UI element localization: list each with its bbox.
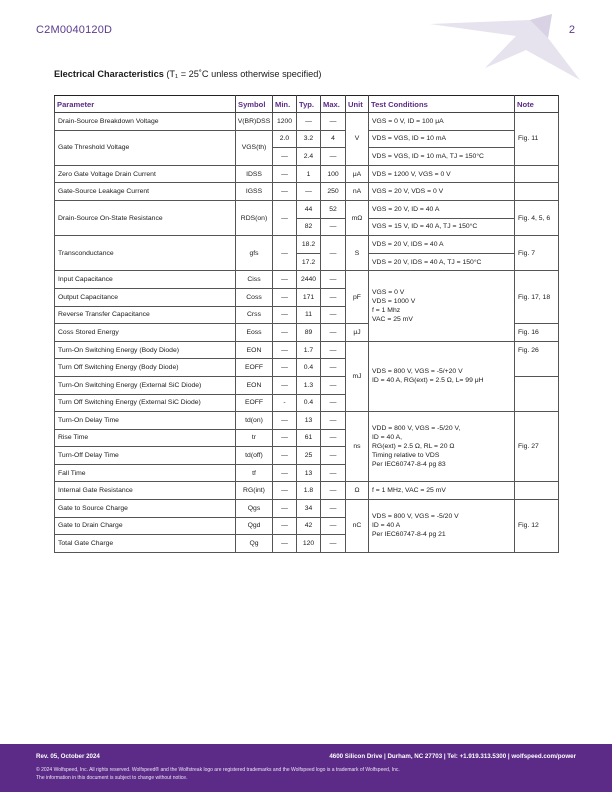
cell-max: — [321,324,346,342]
table-row [55,183,559,201]
table-row [55,341,559,359]
table-row [55,130,559,148]
header-typ: Typ. [297,96,321,113]
cell-min: — [273,464,297,482]
cell-typ: 2440 [297,271,321,289]
cell-max: — [321,113,346,131]
cell-unit: mΩ [346,200,369,235]
cell-max: 4 [321,130,346,148]
cell-max: — [321,535,346,553]
cell-typ: 44 [297,200,321,218]
cell-typ: 13 [297,412,321,430]
table-row [55,236,559,254]
cell-note [515,165,559,183]
cell-parameter: Turn Off Switching Energy (Body Diode) [55,359,236,377]
cell-max: — [321,306,346,324]
cell-max: — [321,359,346,377]
cell-parameter: Turn-On Switching Energy (Body Diode) [55,341,236,359]
cell-parameter: Turn-On Switching Energy (External SiC Diode) [55,376,236,394]
cell-conditions: VGS = 20 V, ID = 40 A [369,200,515,218]
cell-conditions [369,341,515,411]
cell-symbol: EOFF [236,359,273,377]
cell-symbol: V(BR)DSS [236,113,273,131]
cell-symbol: VGS(th) [236,130,273,165]
page-footer [0,744,612,792]
cell-conditions: f = 1 MHz, VAC = 25 mV [369,482,515,500]
cell-typ: 11 [297,306,321,324]
cell-max: — [321,412,346,430]
cell-max: 100 [321,165,346,183]
cell-parameter: Coss Stored Energy [55,324,236,342]
condition-line: VAC = 25 mV [372,316,413,324]
header-min: Min. [273,96,297,113]
cell-note: Fig. 16 [515,324,559,342]
wolfstreak-logo-icon [430,14,580,80]
cell-parameter: Fall Time [55,464,236,482]
cell-symbol: EON [236,376,273,394]
cell-conditions [369,271,515,341]
cell-max: — [321,218,346,236]
section-condition: (T₁ = 25˚C unless otherwise specified) [166,69,322,79]
cell-parameter: Turn Off Switching Energy (External SiC Diode) [55,394,236,412]
footer-address: 4600 Silicon Drive | Durham, NC 27703 | Tel: +1.919.313.5300 | wolfspeed.com/power [329,753,576,760]
cell-conditions: VGS = 15 V, ID = 40 A, TJ = 150°C [369,218,515,236]
table-row [55,482,559,500]
cell-max: — [321,447,346,465]
cell-min: 2.0 [273,130,297,148]
cell-typ: 171 [297,288,321,306]
cell-parameter: Drain-Source On-State Resistance [55,200,236,235]
cell-min: — [273,412,297,430]
cell-unit: mJ [346,341,369,411]
page-number: 2 [568,24,575,36]
condition-line: VDS = 1000 V [372,298,416,306]
cell-typ: 0.4 [297,394,321,412]
cell-note: Fig. 17, 18 [515,271,559,324]
cell-typ: 120 [297,535,321,553]
cell-max: — [321,517,346,535]
cell-typ: 18.2 [297,236,321,254]
cell-note [515,482,559,500]
cell-min: — [273,306,297,324]
cell-typ: 82 [297,218,321,236]
cell-parameter: Gate Threshold Voltage [55,130,236,165]
cell-symbol: Eoss [236,324,273,342]
cell-max: 52 [321,200,346,218]
cell-symbol: RDS(on) [236,200,273,235]
cell-min: 1200 [273,113,297,131]
cell-min: — [273,148,297,166]
cell-unit: ns [346,412,369,482]
cell-parameter: Total Gate Charge [55,535,236,553]
cell-symbol: IGSS [236,183,273,201]
cell-symbol: Crss [236,306,273,324]
cell-unit: Ω [346,482,369,500]
header-note: Note [515,96,559,113]
cell-conditions: VDS = VGS, ID = 10 mA, TJ = 150°C [369,148,515,166]
electrical-characteristics-table [54,95,559,553]
cell-parameter: Transconductance [55,236,236,271]
header-max: Max. [321,96,346,113]
cell-parameter: Internal Gate Resistance [55,482,236,500]
cell-typ: 1.7 [297,341,321,359]
cell-unit: μA [346,165,369,183]
cell-conditions [369,412,515,482]
cell-max: — [321,148,346,166]
cell-max: 250 [321,183,346,201]
cell-min: — [273,447,297,465]
footer-legal-line: © 2024 Wolfspeed, Inc. All rights reserved. Wolfspeed® and the Wolfstreak logo are registered trademarks and the Wolfspeed logo is a trademark of Wolfspeed, Inc. [36,767,400,773]
cell-unit: V [346,113,369,166]
cell-min: — [273,429,297,447]
part-number: C2M0040120D [36,24,113,36]
cell-unit: pF [346,271,369,324]
cell-note: Fig. 11 [515,113,559,166]
cell-max: — [321,394,346,412]
cell-typ: 1.3 [297,376,321,394]
table-header-row [55,96,559,113]
cell-conditions: VGS = 0 V, ID = 100 μA [369,113,515,131]
cell-min: — [273,236,297,271]
footer-legal [36,766,400,782]
cell-conditions: VDS = 20 V, IDS = 40 A [369,236,515,254]
cell-max: — [321,271,346,289]
cell-max: — [321,341,346,359]
cell-min: — [273,324,297,342]
cell-max: — [321,376,346,394]
cell-typ: 0.4 [297,359,321,377]
table-row [55,271,559,289]
table-row [55,412,559,430]
condition-line: VGS = 0 V [372,289,405,297]
cell-max: — [321,482,346,500]
table-row [55,165,559,183]
cell-parameter: Output Capacitance [55,288,236,306]
condition-line: ID = 40 A [372,522,401,530]
cell-unit: μJ [346,324,369,342]
table-row [55,500,559,518]
cell-symbol: Ciss [236,271,273,289]
condition-line: Per IEC60747-8-4 pg 83 [372,461,446,469]
cell-note: Fig. 27 [515,412,559,482]
cell-min: — [273,165,297,183]
cell-note [515,183,559,201]
condition-line: ID = 40 A, RG(ext) = 2.5 Ω, L= 99 μH [372,377,484,385]
cell-symbol: Qgd [236,517,273,535]
cell-parameter: Reverse Transfer Capacitance [55,306,236,324]
cell-unit: nA [346,183,369,201]
cell-min: — [273,183,297,201]
cell-typ: 34 [297,500,321,518]
header-parameter: Parameter [55,96,236,113]
cell-max: — [321,464,346,482]
cell-max: — [321,236,346,271]
cell-min: — [273,517,297,535]
cell-parameter: Gate-Source Leakage Current [55,183,236,201]
cell-min: — [273,341,297,359]
cell-symbol: IDSS [236,165,273,183]
cell-min: — [273,359,297,377]
cell-max: — [321,288,346,306]
cell-max: — [321,429,346,447]
cell-min: — [273,482,297,500]
footer-revision: Rev. 05, October 2024 [36,753,100,760]
cell-typ: 17.2 [297,253,321,271]
cell-symbol: EOFF [236,394,273,412]
cell-typ: 1.8 [297,482,321,500]
cell-parameter: Input Capacitance [55,271,236,289]
cell-symbol: RG(int) [236,482,273,500]
cell-typ: 1 [297,165,321,183]
cell-note: Fig. 26 [515,341,559,376]
cell-parameter: Zero Gate Voltage Drain Current [55,165,236,183]
cell-min: - [273,394,297,412]
condition-line: VDS = 800 V, VGS = -5/+20 V [372,368,463,376]
cell-parameter: Turn-On Delay Time [55,412,236,430]
condition-line: f = 1 Mhz [372,307,401,315]
cell-parameter: Gate to Source Charge [55,500,236,518]
section-title [54,69,321,79]
condition-line: RG(ext) = 2.5 Ω, RL = 20 Ω [372,443,455,451]
cell-parameter: Rise Time [55,429,236,447]
cell-typ: — [297,113,321,131]
cell-typ: 3.2 [297,130,321,148]
condition-line: ID = 40 A, [372,434,403,442]
cell-note: Fig. 12 [515,500,559,553]
header-unit: Unit [346,96,369,113]
cell-max: — [321,500,346,518]
cell-symbol: gfs [236,236,273,271]
cell-typ: 13 [297,464,321,482]
cell-min: — [273,200,297,235]
cell-min: — [273,500,297,518]
header-test-conditions: Test Conditions [369,96,515,113]
table-row [55,113,559,131]
cell-symbol: Coss [236,288,273,306]
cell-unit: nC [346,500,369,553]
cell-unit: S [346,236,369,271]
cell-parameter: Gate to Drain Charge [55,517,236,535]
cell-typ: 61 [297,429,321,447]
cell-symbol: tr [236,429,273,447]
cell-conditions: VDS = VGS, ID = 10 mA [369,130,515,148]
cell-typ: 25 [297,447,321,465]
cell-conditions: VDS = 20 V, IDS = 40 A, TJ = 150°C [369,253,515,271]
cell-note-empty [515,376,559,411]
condition-line: VDS = 800 V, VGS = -5/20 V [372,513,459,521]
cell-symbol: Qg [236,535,273,553]
cell-symbol: td(off) [236,447,273,465]
cell-parameter: Turn-Off Delay Time [55,447,236,465]
condition-line: VDD = 800 V, VGS = -5/20 V, [372,425,461,433]
footer-legal-line: The information in this document is subject to change without notice. [36,775,188,781]
cell-min: — [273,376,297,394]
cell-symbol: Qgs [236,500,273,518]
cell-typ: 89 [297,324,321,342]
cell-conditions: VGS = 20 V, VDS = 0 V [369,183,515,201]
header-symbol: Symbol [236,96,273,113]
cell-note: Fig. 7 [515,236,559,271]
cell-conditions: VDS = 1200 V, VGS = 0 V [369,165,515,183]
cell-symbol: tf [236,464,273,482]
condition-line: Timing relative to VDS [372,452,440,460]
cell-conditions [369,500,515,553]
cell-min: — [273,271,297,289]
cell-typ: 2.4 [297,148,321,166]
section-title-text: Electrical Characteristics [54,69,164,79]
table-row [55,200,559,218]
cell-min: — [273,535,297,553]
cell-typ: — [297,183,321,201]
cell-parameter: Drain-Source Breakdown Voltage [55,113,236,131]
cell-symbol: EON [236,341,273,359]
cell-typ: 42 [297,517,321,535]
cell-min: — [273,288,297,306]
cell-note: Fig. 4, 5, 6 [515,200,559,235]
cell-symbol: td(on) [236,412,273,430]
condition-line: Per IEC60747-8-4 pg 21 [372,531,446,539]
